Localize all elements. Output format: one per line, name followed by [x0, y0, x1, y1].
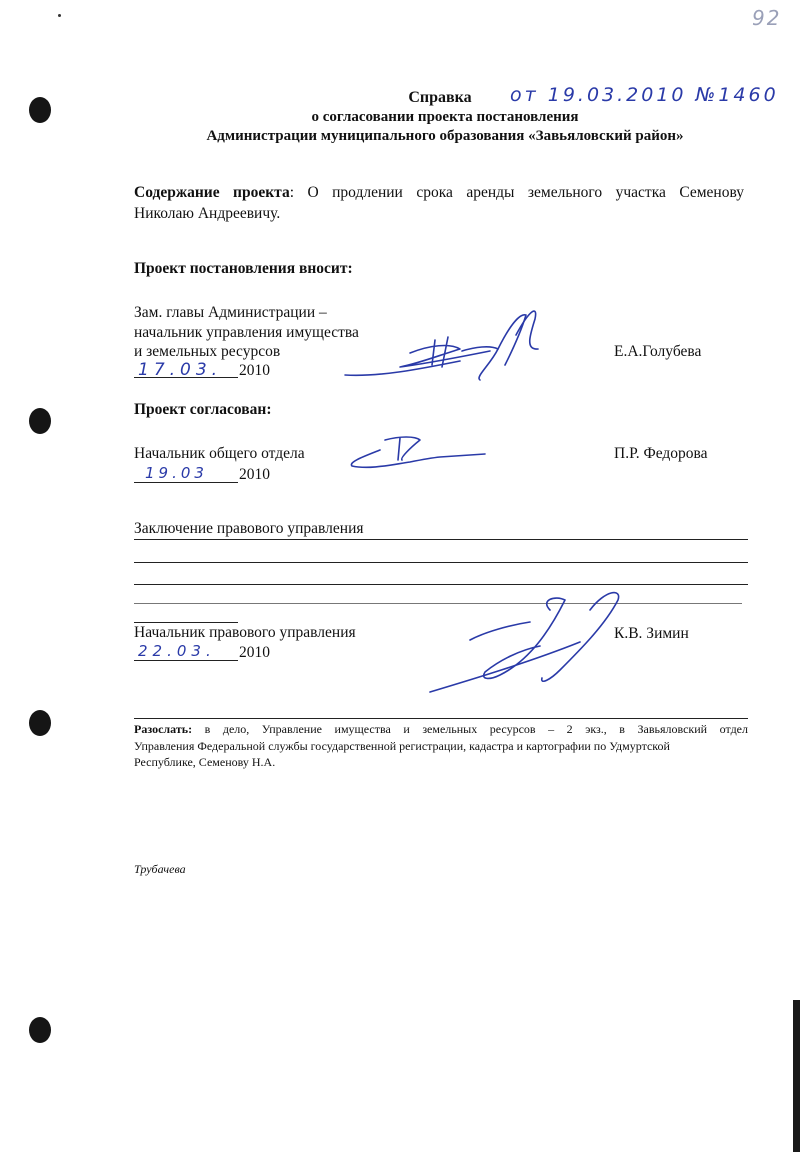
signature-golubeva	[340, 305, 560, 405]
approval-year: 2010	[239, 466, 270, 483]
legal-conclusion-label: Заключение правового управления	[134, 520, 364, 537]
scan-edge-mark	[793, 1000, 800, 1152]
submitter-position-line1: Зам. главы Администрации –	[134, 304, 327, 321]
distribution-paragraph	[134, 722, 748, 737]
submitter-date: 17.03.	[138, 360, 223, 380]
legal-year: 2010	[239, 644, 270, 661]
scan-dot	[58, 14, 61, 17]
conclusion-line	[134, 539, 748, 540]
legal-date: 22.03.	[138, 642, 216, 660]
conclusion-line	[134, 562, 748, 563]
submitter-year: 2010	[239, 362, 270, 379]
submitter-position-line3: и земельных ресурсов	[134, 343, 281, 360]
conclusion-line	[134, 622, 238, 623]
punch-hole	[29, 97, 51, 123]
legal-position: Начальник правового управления	[134, 624, 356, 641]
submitter-position-line2: начальник управления имущества	[134, 324, 359, 341]
title-line-2: о согласовании проекта постановления	[311, 109, 579, 125]
date-underline	[134, 482, 238, 483]
distribution-top-rule	[134, 718, 748, 719]
signature-zimin	[430, 580, 630, 700]
title-line-3: Администрации муниципального образования «Завьяловский район»	[206, 128, 684, 144]
approval-heading: Проект согласован:	[134, 401, 272, 418]
content-paragraph: Содержание проекта: О продлении срока аренды земельного участка Семенову	[134, 184, 745, 201]
legal-name: К.В. Зимин	[614, 625, 689, 642]
content-text-line2: Николаю Андреевичу.	[134, 205, 281, 222]
punch-hole	[29, 408, 51, 434]
document-title: Справка	[408, 89, 472, 106]
submitter-name: Е.А.Голубева	[614, 343, 702, 360]
content-label: Содержание проекта	[134, 184, 290, 201]
distribution-text-line3: Республике, Семенову Н.А.	[134, 755, 276, 769]
handwritten-reference: от 19.03.2010 №1460	[510, 84, 779, 106]
punch-hole	[29, 710, 51, 736]
date-underline	[134, 660, 238, 661]
submitter-heading: Проект постановления вносит:	[134, 260, 353, 277]
executor-name: Трубачева	[134, 862, 186, 876]
punch-hole	[29, 1017, 51, 1043]
distribution-text-line2: Управления Федеральной службы государственной регистрации, кадастра и картографии по Удмуртской	[134, 739, 670, 753]
approval-date: 19.03	[145, 464, 208, 482]
page-number: 92	[752, 6, 782, 30]
distribution-text-line1: в дело, Управление имущества и земельных ресурсов – 2 экз., в Завьяловский отдел	[204, 722, 748, 736]
signature-fedorova	[340, 430, 490, 480]
approval-position: Начальник общего отдела	[134, 445, 305, 462]
distribution-label: Разослать:	[134, 722, 193, 736]
approval-name: П.Р. Федорова	[614, 445, 708, 462]
content-text-line1: О продлении срока аренды земельного участка Семенову	[307, 184, 745, 201]
